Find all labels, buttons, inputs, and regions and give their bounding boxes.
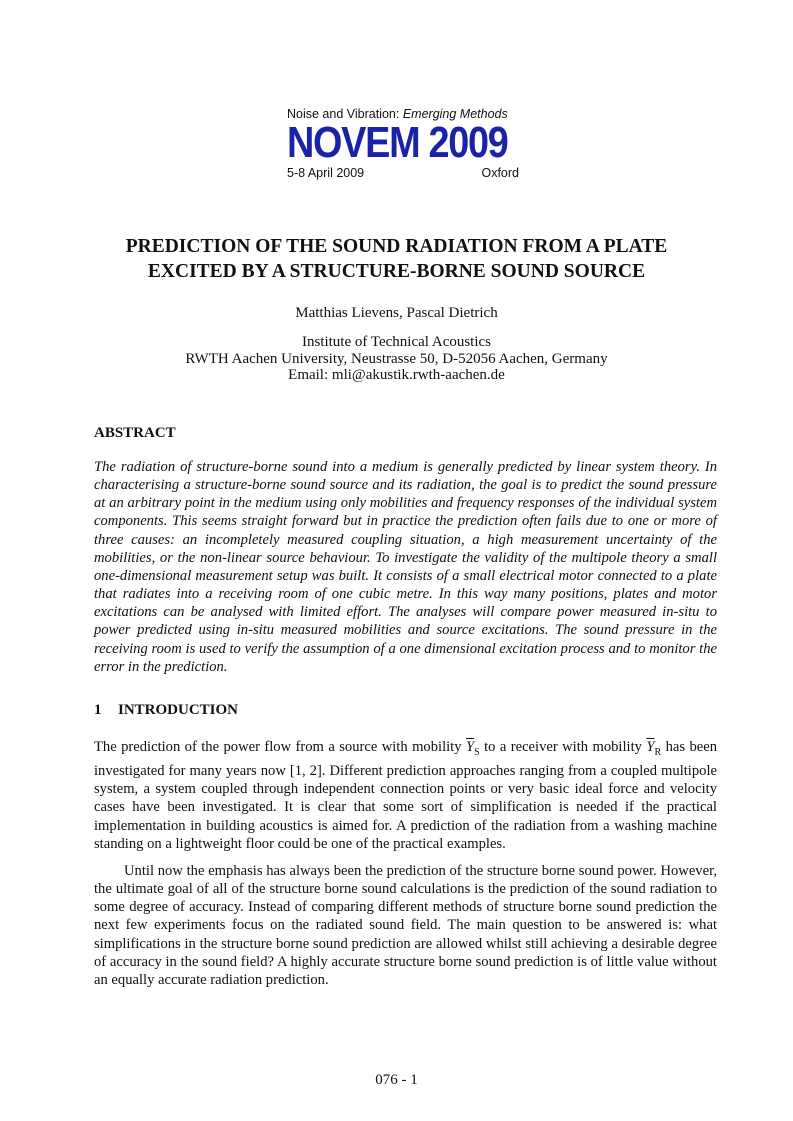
- paper-title-line-2: EXCITED BY A STRUCTURE-BORNE SOUND SOURCE: [147, 261, 646, 282]
- section-number: 1: [94, 702, 102, 718]
- page-number: 076 - 1: [375, 1072, 418, 1088]
- intro-p1-part1: The prediction of the power flow from a source with mobility: [94, 739, 462, 755]
- conference-dateline: [287, 166, 527, 180]
- affiliation-institute: Institute of Technical Acoustics: [301, 334, 492, 350]
- source-mobility-subscript: S: [474, 746, 480, 758]
- paper-authors: Matthias Lievens, Pascal Dietrich: [295, 305, 498, 321]
- receiver-mobility-subscript: R: [654, 746, 662, 758]
- section-heading-introduction: [94, 701, 238, 719]
- paper-affiliation: [60, 334, 733, 384]
- abstract-text: The radiation of structure-borne sound into a medium is generally predicted by linear system theory. In characterising a structure-borne sound source and its radiation, the goal is to predict the sound pressure at an arbitrary point in the medium using only mobilities and frequency responses of the individual system components. This seems straight forward but in practice the prediction often fails due to one or more of three causes: an incompletely measured coupling situation, a high measurement uncertainty of the mobilities, or the non-linear source behaviour. To investigate the validity of the multipole theory a small one-dimensional measurement setup was built. It consists of a small electrical motor connected to a plate that radiates into a receiving room of one cubic metre. In this way many positions, plates and motor excitations can be analysed with limited effort. The analyses will compare power measured in-situ to power predicted using in-situ measured mobilities and source excitations. The sound pressure in the receiving room is used to verify the assumption of a one dimensional excitation process and to monitor the error in the prediction.: [94, 459, 717, 675]
- paper-title-line-1: PREDICTION OF THE SOUND RADIATION FROM A PLATE: [125, 236, 668, 257]
- affiliation-address: RWTH Aachen University, Neustrasse 50, D-52056 Aachen, Germany: [185, 350, 608, 367]
- conference-header: [287, 106, 527, 180]
- source-mobility-symbol: [465, 739, 480, 758]
- abstract-heading: ABSTRACT: [94, 425, 176, 441]
- paper-title: [60, 234, 733, 284]
- intro-paragraph-2: Until now the emphasis has always been the prediction of the structure borne sound power. However, the ultimate goal of all of the structure borne sound calculations is the prediction of the sound radiation to some degree of accuracy. Instead of comparing different methods of structure borne sound prediction the next few experiments focus on the radiated sound field. The main question to be answered is: what simplifications in the structure borne sound prediction are allowed whilst still achieving a desirable degree of accuracy in the sound field? A highly accurate structure borne sound prediction is of little value without an equally accurate radiation prediction.: [94, 863, 717, 988]
- receiver-mobility-letter: $\overline{Y}$: [646, 739, 655, 755]
- author-email: Email: mli@akustik.rwth-aachen.de: [288, 367, 505, 383]
- receiver-mobility-symbol: [646, 739, 662, 758]
- section-title: INTRODUCTION: [118, 702, 239, 718]
- intro-paragraph-1: [94, 738, 717, 853]
- source-mobility-letter: $\overline{Y}$: [465, 739, 475, 755]
- conference-dates: 5-8 April 2009: [287, 166, 365, 180]
- conference-logo: NOVEM 2009: [287, 118, 508, 167]
- intro-p1-part2: to a receiver with mobility: [484, 739, 642, 755]
- conference-series-emphasis: Emerging Methods: [402, 107, 508, 121]
- intro-p1-part3: has been investigated for many years now [1, 2]. Different prediction approaches ranging from a coupled multipole system, a system coupled through independent connection points or very basic ideal force and velocity cases have been investigated. It is clear that some sort of simplification is needed if the practical implementation in building acoustics is aimed for. A prediction of the radiation from a washing machine standing on a lightweight floor could be one of the practical examples.: [94, 739, 718, 852]
- conference-location: Oxford: [481, 166, 519, 180]
- conference-series-prefix: Noise and Vibration:: [287, 107, 400, 121]
